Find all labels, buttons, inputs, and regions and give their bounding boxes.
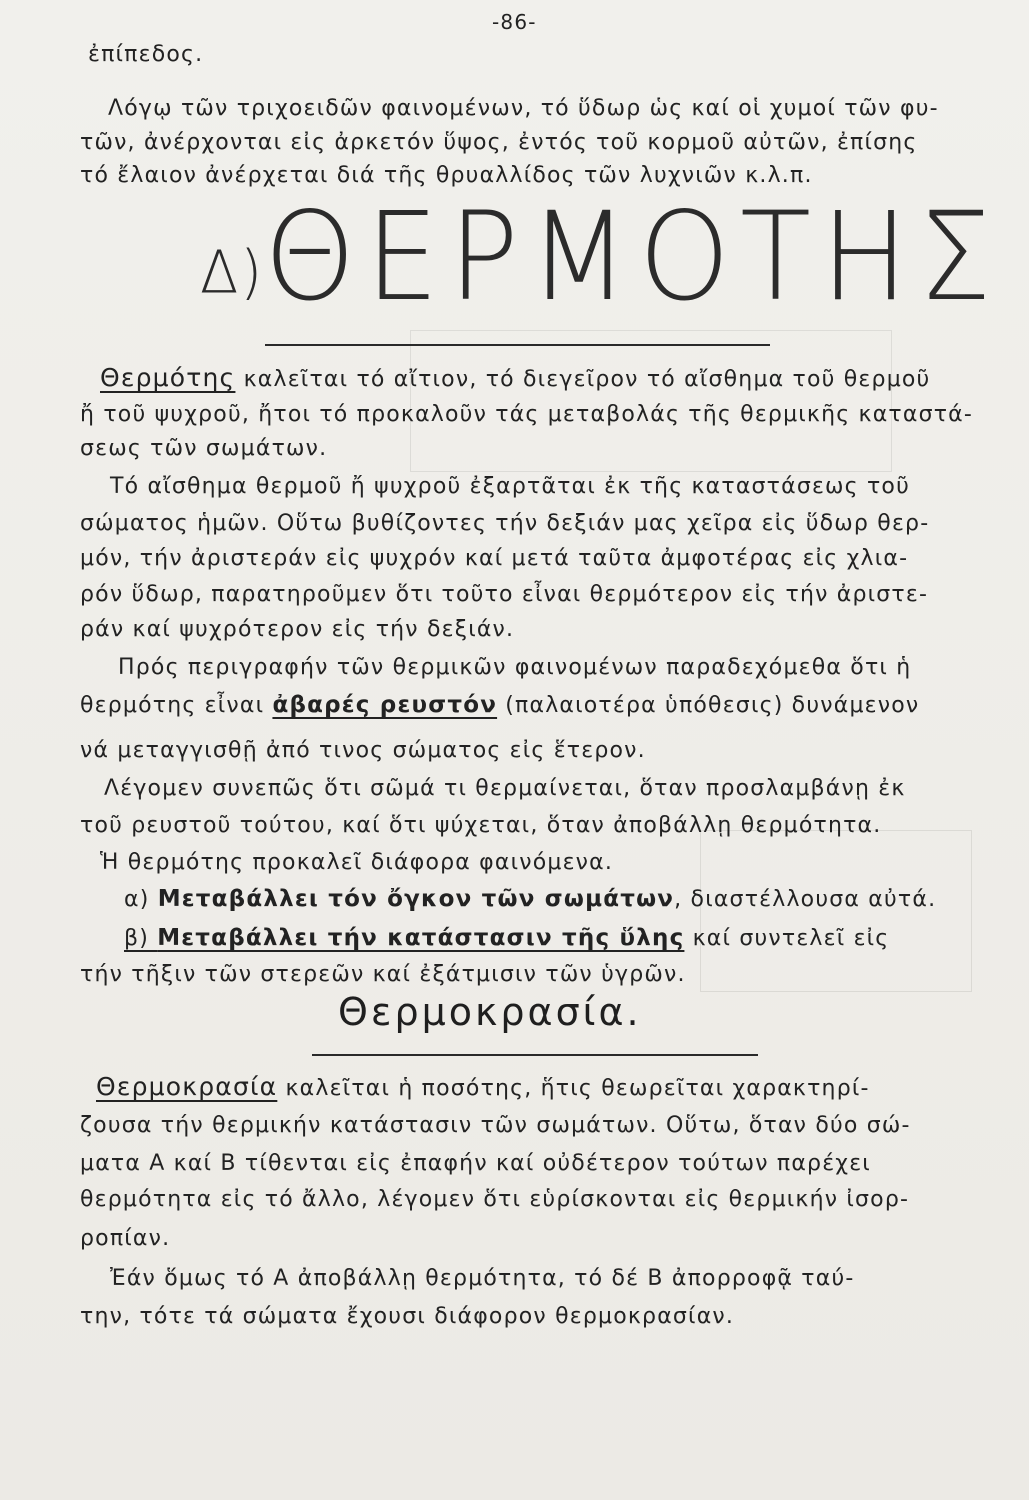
defined-term: Θερμοκρασία (96, 1072, 278, 1101)
text-line: θερμότητα εἰς τό ἄλλο, λέγομεν ὅτι εὑρίσκονται εἰς θερμικήν ἰσορ- (80, 1187, 910, 1212)
subsection-rule (312, 1054, 758, 1056)
text-segment: καλεῖται τό αἴτιον, τό διεγεῖρον τό αἴσθημα τοῦ θερμοῦ (235, 367, 931, 392)
text-segment: , διαστέλλουσα αὐτά. (674, 887, 937, 912)
text-line: ράν καί ψυχρότερον εἰς τήν δεξιάν. (80, 617, 515, 642)
text-line: νά μεταγγισθῇ ἀπό τινος σώματος εἰς ἕτερον. (80, 738, 646, 763)
text-line: ματα Α καί Β τίθενται εἰς ἐπαφήν καί οὐδέτερον τούτων παρέχει (80, 1151, 871, 1176)
text-line (80, 692, 919, 718)
text-line: Τό αἴσθημα θερμοῦ ἤ ψυχροῦ ἐξαρτᾶται ἐκ τῆς καταστάσεως τοῦ (110, 474, 911, 499)
text-line: ζουσα τήν θερμικήν κατάστασιν τῶν σωμάτων. Οὕτω, ὅταν δύο σώ- (80, 1113, 911, 1138)
text-segment: θερμότης εἶναι (80, 693, 273, 718)
text-line: Ἐάν ὅμως τό Α ἀποβάλλῃ θερμότητα, τό δέ Β ἀπορροφᾷ ταύ- (110, 1266, 855, 1291)
text-line: ρόν ὕδωρ, παρατηροῦμεν ὅτι τοῦτο εἶναι θερμότερον εἰς τήν ἀριστε- (80, 582, 929, 607)
defined-term: Θερμότης (100, 363, 236, 392)
text-segment: β) (124, 926, 158, 951)
subsection-title: Θερμοκρασία. (338, 990, 642, 1034)
text-line (100, 363, 930, 392)
emphasized-term: Μεταβάλλει τόν ὄγκον τῶν σωμάτων (157, 886, 675, 912)
text-line: ἤ τοῦ ψυχροῦ, ἤτοι τό προκαλοῦν τάς μεταβολάς τῆς θερμικῆς καταστά- (80, 402, 973, 427)
text-line: μόν, τήν ἀριστεράν εἰς ψυχρόν καί μετά ταῦτα ἀμφοτέρας εἰς χλια- (80, 546, 909, 571)
text-line (124, 886, 936, 912)
bleed-through-box (410, 330, 892, 472)
text-line: Ἡ θερμότης προκαλεῖ διάφορα φαινόμενα. (100, 850, 614, 875)
text-line: Λέγομεν συνεπῶς ὅτι σῶμά τι θερμαίνεται, ὅταν προσλαμβάνῃ ἐκ (104, 776, 906, 801)
text-line (124, 925, 889, 951)
text-line: σώματος ἡμῶν. Οὕτω βυθίζοντες τήν δεξιάν μας χεῖρα εἰς ὕδωρ θερ- (80, 511, 930, 536)
text-line: τήν τῆξιν τῶν στερεῶν καί ἐξάτμισιν τῶν ὑγρῶν. (80, 962, 686, 987)
text-segment: (παλαιοτέρα ὑπόθεσις) δυνάμενον (497, 693, 920, 718)
emphasized-term: Μεταβάλλει τήν κατάστασιν τῆς ὕλης (157, 925, 685, 951)
text-line (96, 1072, 870, 1101)
text-line: ἐπίπεδος. (88, 42, 204, 67)
section-label: Δ) (200, 239, 265, 308)
section-heading (200, 187, 1001, 329)
text-line: σεως τῶν σωμάτων. (80, 436, 328, 461)
text-line: τῶν, ἀνέρχονται εἰς ἀρκετόν ὕψος, ἐντός τοῦ κορμοῦ αὐτῶν, ἐπίσης (80, 130, 918, 155)
page-number: -86- (492, 10, 537, 34)
text-segment: καί συντελεῖ εἰς (684, 926, 890, 951)
emphasized-term: ἀβαρές ρευστόν (272, 692, 498, 718)
text-line: Πρός περιγραφήν τῶν θερμικῶν φαινομένων παραδεχόμεθα ὅτι ἡ (118, 655, 912, 680)
heading-rule (265, 344, 770, 346)
text-line: την, τότε τά σώματα ἔχουσι διάφορον θερμοκρασίαν. (80, 1304, 735, 1329)
text-line: τό ἔλαιον ἀνέρχεται διά τῆς θρυαλλίδος τῶν λυχνιῶν κ.λ.π. (80, 163, 813, 188)
section-title: ΘΕΡΜΟΤΗΣ (264, 186, 1002, 329)
text-line: Λόγῳ τῶν τριχοειδῶν φαινομένων, τό ὕδωρ ὡς καί οἱ χυμοί τῶν φυ- (108, 96, 939, 121)
text-segment: α) (124, 887, 158, 912)
text-line: τοῦ ρευστοῦ τούτου, καί ὅτι ψύχεται, ὅταν ἀποβάλλῃ θερμότητα. (80, 813, 882, 838)
text-segment: καλεῖται ἡ ποσότης, ἥτις θεωρεῖται χαρακτηρί- (277, 1076, 870, 1101)
text-line: ροπίαν. (80, 1226, 171, 1251)
